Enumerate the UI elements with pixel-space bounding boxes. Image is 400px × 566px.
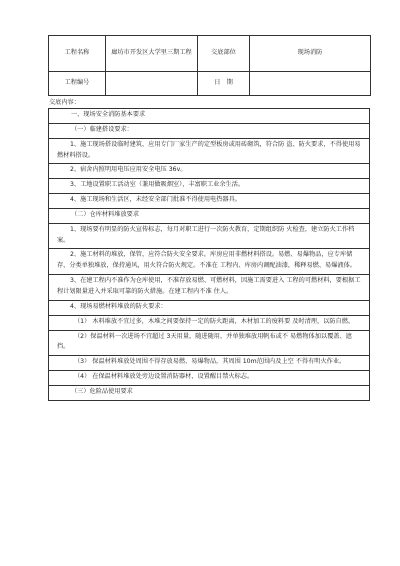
list-item: 3、在建工程内不准作为仓库使用，不准存放易燃、可燃材料，因施工需要进入 工程的可燃材料，要根据工程计划限量进入并采取可靠的防火措施。在建工程内不准 住人。: [48, 275, 370, 301]
project-name-value: 廊坊市开发区大学里三期工程: [106, 36, 198, 72]
date-label: 日 期: [198, 72, 250, 96]
list-item: （1） 木料堆放不宜过多，木堆之间要保持一定的防火距离，木材加工的废料要 及时清理，以防自燃。: [48, 316, 370, 331]
subsection-title: （三）危险品使用要求: [48, 386, 370, 401]
subsection-title: （二）仓库材料堆放要求: [48, 209, 370, 224]
project-no-value: [106, 72, 198, 96]
project-name-label: 工程名称: [49, 36, 106, 72]
content-note: 交底内容：: [49, 99, 80, 106]
list-item: 4、施工现场和生活区，未经安全部门批准不得使用电热器具。: [48, 194, 370, 209]
subsection-title: （一）临建搭设要求：: [48, 124, 370, 139]
list-item: 1、现场要有明显的防火宣传标志，每月对职工进行一次防火教育，定期组织防 火检查，建立防火工作档案。: [48, 224, 370, 250]
list-item: 2、宿舍内照明用电压应用安全电压 36v。: [48, 164, 370, 179]
header-table: [48, 35, 371, 96]
list-item: （3） 保温材料堆放处周围不得存放易燃、易爆物品，其周围 10m范围内及上空 不得有明火作业。: [48, 356, 370, 371]
list-item: 4、现场易燃材料堆放的防火要求：: [48, 301, 370, 316]
dept-value: 现场消防: [250, 36, 371, 72]
section-title: 一、现场安全消防基本要求: [48, 108, 370, 124]
list-item: （2）保温材料一次进场不宜超过 3天用量，随进随用，并单独堆放用帆布或不 易燃物体加以覆盖、遮挡。: [48, 331, 370, 357]
project-no-label: 工程编号: [49, 72, 106, 96]
list-item: 2、施工材料的堆放，保管，应符合防火安全要求，库房应用非燃材料搭设。易燃、易爆物品，应专库储存，分类单独堆放，保持通风，用火符合防火规定。不准在 工程内、库房内调配油漆，稀释易燃、易爆液体。: [48, 249, 370, 275]
date-value: [250, 72, 371, 96]
list-item: （4） 在保温材料堆放处旁边设置消防器材，设置醒目禁火标志。: [48, 371, 370, 386]
list-item: 1、施工现场搭设临时建筑，应用专门厂家生产的定型板房或用砖砌筑，符合防 盗、防火要求，不得使用易燃材料搭设。: [48, 139, 370, 165]
dept-label: 交底部位: [198, 36, 250, 72]
list-item: 3、工地设置职工活动室（兼用做吸烟室），丰富职工业余生活。: [48, 179, 370, 194]
content-body: [48, 108, 370, 401]
